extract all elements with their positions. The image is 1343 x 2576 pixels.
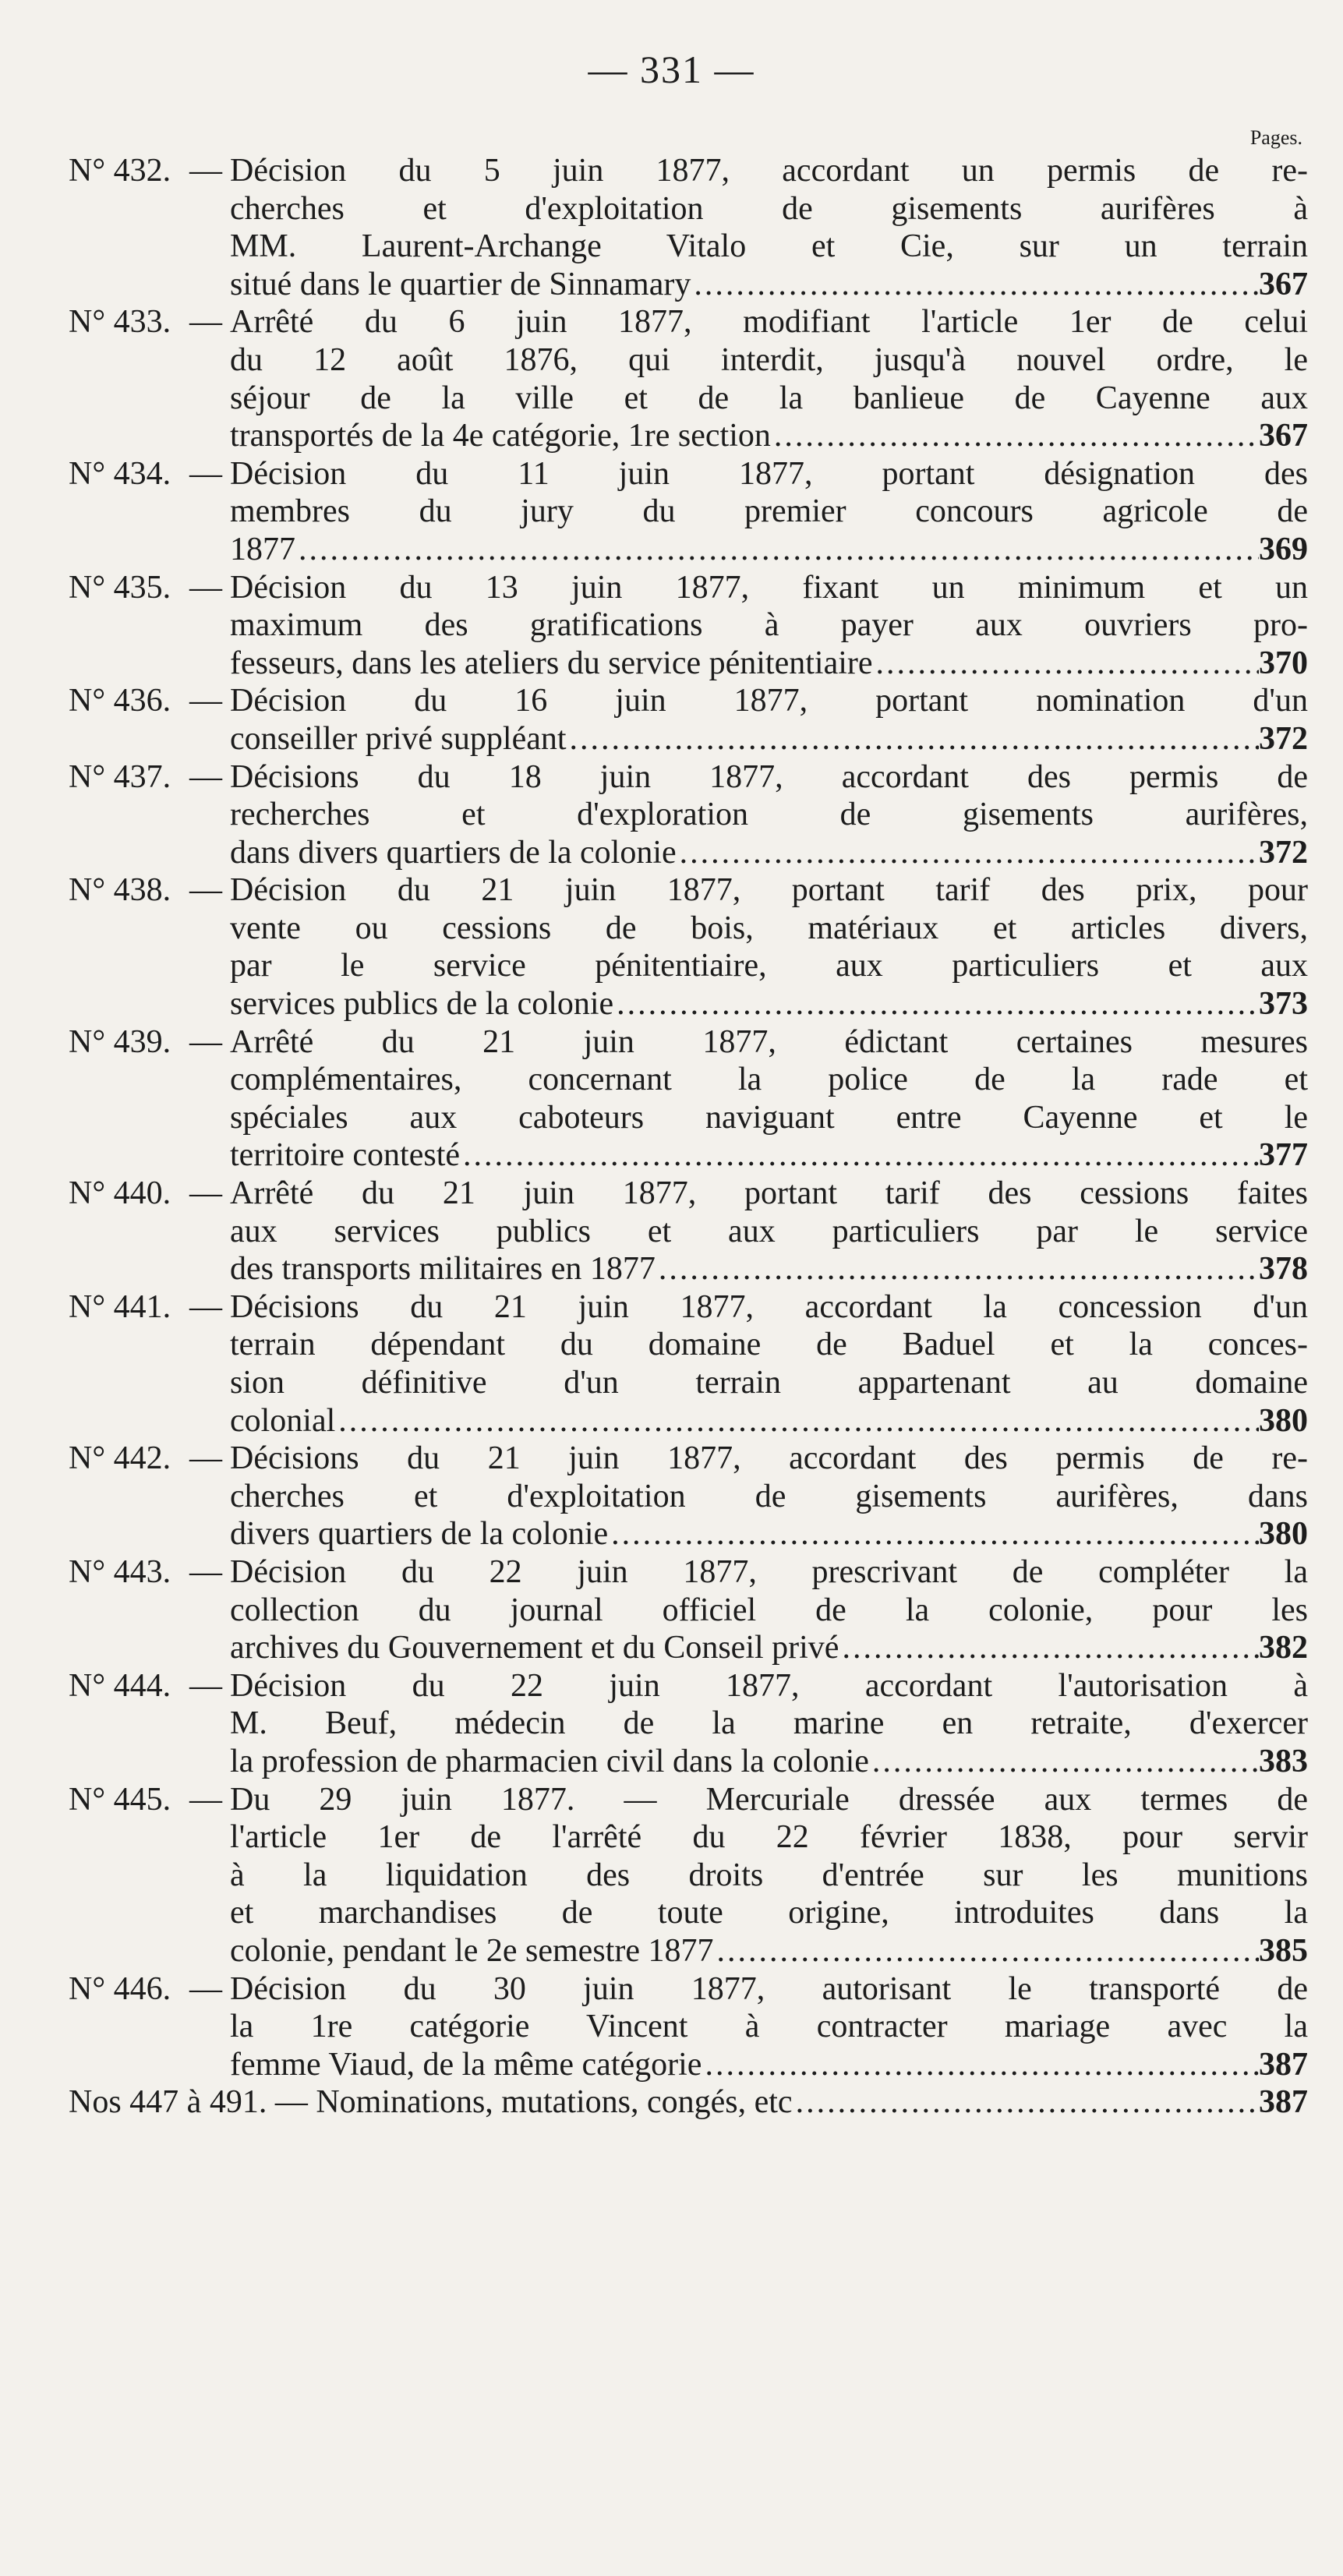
entry-line: Arrêté du 21 juin 1877, édictant certaines mesures bbox=[230, 1023, 1308, 1060]
entry-number: N° 435. bbox=[69, 569, 171, 606]
entry-dash: — bbox=[189, 569, 222, 606]
entry-last-line bbox=[230, 266, 1308, 304]
entry-last-line bbox=[230, 2046, 1308, 2084]
dot-leader bbox=[713, 1932, 1259, 1970]
entry-line: vente ou cessions de bois, matériaux et articles divers, bbox=[230, 910, 1308, 946]
entry-line: et marchandises de toute origine, introduites dans la bbox=[230, 1895, 1308, 1931]
entry-description bbox=[230, 303, 1308, 454]
entry-line: cherches et d'exploitation de gisements aurifères, dans bbox=[230, 1478, 1308, 1514]
page-reference: 369 bbox=[1259, 531, 1308, 567]
entry-description bbox=[230, 152, 1308, 303]
entry-line: Décisions du 18 juin 1877, accordant des permis de bbox=[230, 758, 1308, 795]
entry-line: Décision du 30 juin 1877, autorisant le transporté de bbox=[230, 1970, 1308, 2007]
entry-description bbox=[230, 569, 1308, 683]
dot-leader bbox=[869, 1743, 1259, 1781]
entry-dash: — bbox=[189, 872, 222, 909]
entry-line: collection du journal officiel de la colonie, pour les bbox=[230, 1592, 1308, 1628]
page-reference: 385 bbox=[1259, 1932, 1308, 1969]
entry-last-line bbox=[230, 417, 1308, 455]
entry-line: conseiller privé suppléant bbox=[230, 720, 567, 757]
entry-line: l'article 1er de l'arrêté du 22 février 1838, pour servir bbox=[230, 1819, 1308, 1856]
entry-line: cherches et d'exploitation de gisements aurifères à bbox=[230, 190, 1308, 227]
dot-leader bbox=[771, 417, 1259, 455]
entry-line: Décision du 5 juin 1877, accordant un permis de re- bbox=[230, 153, 1308, 189]
entry-dash: — bbox=[189, 1781, 222, 1818]
entry-last-line bbox=[230, 1250, 1308, 1288]
entry-line: transportés de la 4e catégorie, 1re section bbox=[230, 418, 771, 454]
entry-number: N° 432. bbox=[69, 153, 171, 189]
entry-dash: — bbox=[189, 758, 222, 795]
dot-leader bbox=[335, 1402, 1259, 1440]
entry-description bbox=[230, 455, 1308, 569]
dot-leader bbox=[295, 531, 1259, 569]
entry-last-line bbox=[230, 1515, 1308, 1553]
entry-dash: — bbox=[189, 1553, 222, 1590]
entry-number: N° 436. bbox=[69, 683, 171, 719]
entry-last-line bbox=[230, 1743, 1308, 1781]
page-reference: 387 bbox=[1259, 2084, 1308, 2121]
entry-line: Décision du 22 juin 1877, prescrivant de compléter la bbox=[230, 1553, 1308, 1590]
entry-line: la 1re catégorie Vincent à contracter mariage avec la bbox=[230, 2009, 1308, 2045]
entry-description bbox=[230, 1667, 1308, 1781]
page-reference: 367 bbox=[1259, 418, 1308, 454]
entry-line: membres du jury du premier concours agricole de bbox=[230, 493, 1308, 530]
entry-description bbox=[230, 1781, 1308, 1970]
list-item bbox=[69, 1288, 1308, 1440]
entry-line: aux services publics et aux particuliers par le service bbox=[230, 1213, 1308, 1249]
dot-leader bbox=[691, 266, 1259, 304]
entry-line: recherches et d'exploration de gisements aurifères, bbox=[230, 797, 1308, 833]
entry-number: N° 444. bbox=[69, 1667, 171, 1704]
list-item bbox=[69, 1667, 1308, 1781]
entry-last-line bbox=[230, 720, 1308, 758]
entry-description bbox=[230, 1023, 1308, 1175]
dot-leader bbox=[677, 834, 1259, 872]
dot-leader bbox=[608, 1515, 1259, 1553]
page-reference: 370 bbox=[1259, 645, 1308, 681]
entry-number: N° 439. bbox=[69, 1023, 171, 1060]
entry-line: du 12 août 1876, qui interdit, jusqu'à nouvel ordre, le bbox=[230, 341, 1308, 378]
entry-line: Décision du 22 juin 1877, accordant l'autorisation à bbox=[230, 1667, 1308, 1704]
entry-last-line bbox=[230, 1136, 1308, 1175]
dot-leader bbox=[839, 1629, 1259, 1667]
entry-number: N° 446. bbox=[69, 1970, 171, 2007]
entry-line: divers quartiers de la colonie bbox=[230, 1516, 609, 1553]
entry-description: Nos 447 à 491. — Nominations, mutations, congés, etc bbox=[69, 2084, 793, 2121]
entry-line: sion définitive d'un terrain appartenant au domaine bbox=[230, 1365, 1308, 1401]
entry-line: à la liquidation des droits d'entrée sur les munitions bbox=[230, 1857, 1308, 1893]
list-item bbox=[69, 455, 1308, 569]
entry-last-line bbox=[230, 645, 1308, 683]
entry-last-line bbox=[230, 1629, 1308, 1667]
list-item bbox=[69, 1970, 1308, 2084]
dot-leader bbox=[567, 720, 1259, 758]
entry-line: séjour de la ville et de la banlieue de Cayenne aux bbox=[230, 380, 1308, 416]
page-reference: 372 bbox=[1259, 720, 1308, 757]
page-reference: 380 bbox=[1259, 1402, 1308, 1439]
entry-line: fesseurs, dans les ateliers du service pénitentiaire bbox=[230, 645, 873, 681]
entry-last-line bbox=[230, 531, 1308, 569]
entry-dash: — bbox=[189, 1175, 222, 1212]
entry-line: des transports militaires en 1877 bbox=[230, 1251, 656, 1288]
page-reference: 383 bbox=[1259, 1743, 1308, 1779]
entry-line: colonial bbox=[230, 1402, 336, 1439]
entry-last-line bbox=[230, 1402, 1308, 1440]
page-number: — 331 — bbox=[588, 48, 755, 91]
dot-leader bbox=[873, 645, 1259, 683]
entry-description bbox=[230, 682, 1308, 758]
entry-line: MM. Laurent-Archange Vitalo et Cie, sur un terrain bbox=[230, 228, 1308, 265]
page-reference: 382 bbox=[1259, 1630, 1308, 1666]
entry-number: N° 437. bbox=[69, 758, 171, 795]
dot-leader bbox=[613, 985, 1259, 1023]
entry-dash: — bbox=[189, 304, 222, 341]
entry-description bbox=[230, 1175, 1308, 1288]
list-item bbox=[69, 2083, 1308, 2122]
dot-leader bbox=[702, 2046, 1259, 2084]
entry-line: Arrêté du 6 juin 1877, modifiant l'article 1er de celui bbox=[230, 304, 1308, 341]
entry-last-line bbox=[230, 1932, 1308, 1970]
entry-line: Décisions du 21 juin 1877, accordant la concession d'un bbox=[230, 1288, 1308, 1325]
entry-number: N° 442. bbox=[69, 1440, 171, 1477]
entry-line: la profession de pharmacien civil dans la colonie bbox=[230, 1743, 869, 1779]
entry-number: N° 443. bbox=[69, 1553, 171, 1590]
list-item bbox=[69, 569, 1308, 683]
dot-leader bbox=[656, 1250, 1259, 1288]
entry-line: maximum des gratifications à payer aux ouvriers pro- bbox=[230, 607, 1308, 644]
entry-number: N° 441. bbox=[69, 1288, 171, 1325]
entry-line: situé dans le quartier de Sinnamary bbox=[230, 266, 691, 302]
entry-line: Arrêté du 21 juin 1877, portant tarif des cessions faites bbox=[230, 1175, 1308, 1212]
entry-description bbox=[230, 1553, 1308, 1667]
entry-line: archives du Gouvernement et du Conseil privé bbox=[230, 1630, 839, 1666]
entry-line: Décision du 21 juin 1877, portant tarif des prix, pour bbox=[230, 872, 1308, 909]
page-reference: 373 bbox=[1259, 986, 1308, 1023]
entry-description bbox=[230, 758, 1308, 872]
list-item bbox=[69, 682, 1308, 758]
entry-line: complémentaires, concernant la police de la rade et bbox=[230, 1062, 1308, 1098]
entry-line: par le service pénitentiaire, aux particuliers et aux bbox=[230, 948, 1308, 984]
page-reference: 372 bbox=[1259, 834, 1308, 871]
list-item bbox=[69, 1440, 1308, 1553]
dot-leader bbox=[793, 2083, 1259, 2122]
entry-line: colonie, pendant le 2e semestre 1877 bbox=[230, 1932, 714, 1969]
entry-line: territoire contesté bbox=[230, 1137, 461, 1174]
entry-dash: — bbox=[189, 1667, 222, 1704]
entry-dash: — bbox=[189, 1970, 222, 2007]
entry-dash: — bbox=[189, 683, 222, 719]
entry-number: N° 438. bbox=[69, 872, 171, 909]
entry-number: N° 434. bbox=[69, 455, 171, 492]
entry-dash: — bbox=[189, 153, 222, 189]
page-reference: 387 bbox=[1259, 2046, 1308, 2083]
entry-dash: — bbox=[189, 1023, 222, 1060]
entry-description bbox=[230, 1970, 1308, 2084]
page-reference: 380 bbox=[1259, 1516, 1308, 1553]
entry-line: femme Viaud, de la même catégorie bbox=[230, 2046, 702, 2083]
entry-line: Décision du 11 juin 1877, portant désignation des bbox=[230, 455, 1308, 492]
table-of-contents bbox=[69, 152, 1308, 2122]
entry-line: M. Beuf, médecin de la marine en retraite, d'exercer bbox=[230, 1705, 1308, 1742]
list-item bbox=[69, 1781, 1308, 1970]
list-item bbox=[69, 1175, 1308, 1288]
entry-line: spéciales aux caboteurs naviguant entre Cayenne et le bbox=[230, 1099, 1308, 1136]
entry-line: Décisions du 21 juin 1877, accordant des permis de re- bbox=[230, 1440, 1308, 1477]
entry-description bbox=[230, 871, 1308, 1023]
entry-line: terrain dépendant du domaine de Baduel et la conces- bbox=[230, 1327, 1308, 1363]
entry-dash: — bbox=[189, 455, 222, 492]
list-item bbox=[69, 758, 1308, 872]
page-reference: 367 bbox=[1259, 266, 1308, 302]
dot-leader bbox=[460, 1136, 1259, 1175]
entry-description bbox=[230, 1288, 1308, 1440]
page-reference: 377 bbox=[1259, 1137, 1308, 1174]
entry-line: 1877 bbox=[230, 531, 295, 567]
pages-column-label: Pages. bbox=[1249, 126, 1302, 149]
entry-last-line bbox=[230, 834, 1308, 872]
entry-line: Décision du 16 juin 1877, portant nomination d'un bbox=[230, 683, 1308, 719]
page-reference: 378 bbox=[1259, 1251, 1308, 1288]
list-item bbox=[69, 152, 1308, 303]
entry-line: Décision du 13 juin 1877, fixant un minimum et un bbox=[230, 569, 1308, 606]
list-item bbox=[69, 1023, 1308, 1175]
entry-line: dans divers quartiers de la colonie bbox=[230, 834, 677, 871]
list-item bbox=[69, 1553, 1308, 1667]
entry-dash: — bbox=[189, 1440, 222, 1477]
entry-line: services publics de la colonie bbox=[230, 986, 614, 1023]
list-item bbox=[69, 303, 1308, 454]
entry-number: N° 440. bbox=[69, 1175, 171, 1212]
entry-number: N° 433. bbox=[69, 304, 171, 341]
entry-last-line bbox=[230, 985, 1308, 1023]
entry-line: Du 29 juin 1877. — Mercuriale dressée aux termes de bbox=[230, 1781, 1308, 1818]
list-item bbox=[69, 871, 1308, 1023]
entry-description bbox=[230, 1440, 1308, 1553]
entry-dash: — bbox=[189, 1288, 222, 1325]
entry-number: N° 445. bbox=[69, 1781, 171, 1818]
